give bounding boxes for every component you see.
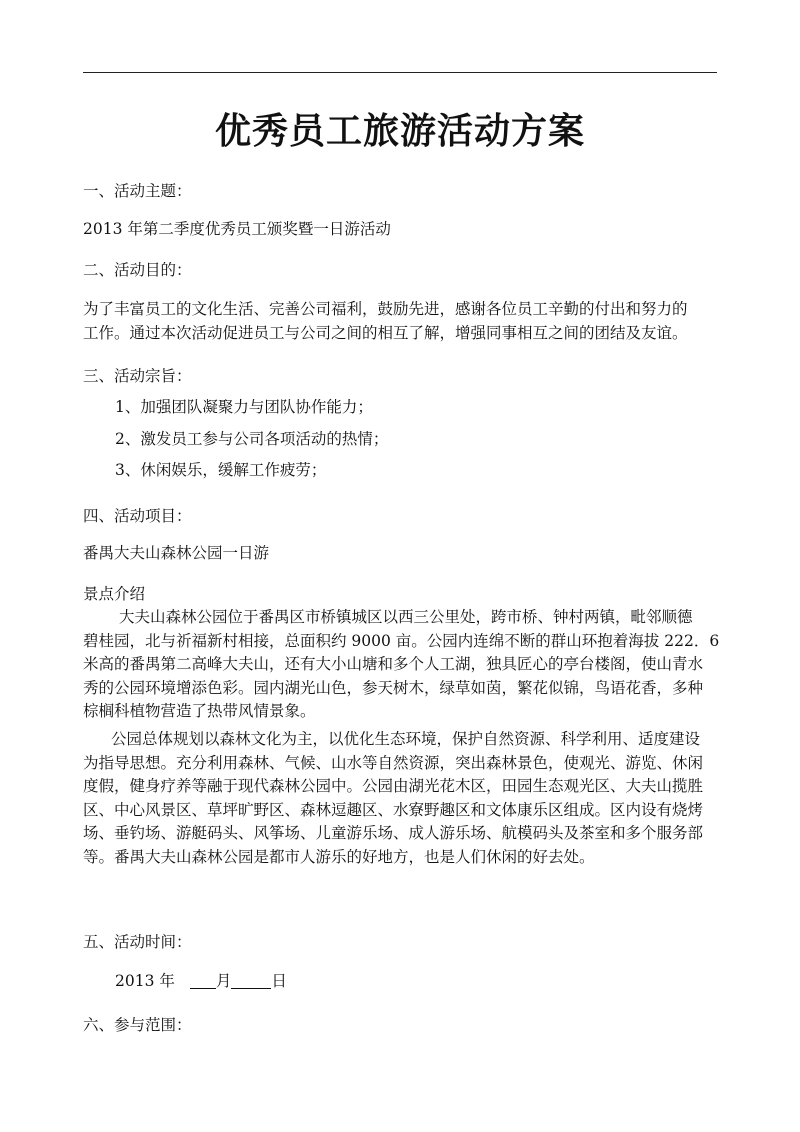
scenic-p2-line: 场、垂钓场、游艇码头、风筝场、儿童游乐场、成人游乐场、航模码头及茶室和多个服务部 xyxy=(83,824,704,843)
date-year: 2013 年 xyxy=(115,972,175,990)
section-4-body: 番禺大夫山森林公园一日游 xyxy=(83,544,270,562)
section-2-heading: 二、活动目的： xyxy=(83,261,192,279)
scenic-p1-line: 大夫山森林公园位于番禺区市桥镇城区以西三公里处，跨市桥、钟村两镇，毗邻顺德 xyxy=(119,608,693,626)
scenic-p2-line: 为指导思想。充分利用森林、气候、山水等自然资源，突出森林景色，使观光、游览、休闲 xyxy=(83,753,704,772)
header-rule xyxy=(83,72,717,73)
scenic-p2-line: 公园总体规划以森林文化为主，以优化生态环境，保护自然资源、科学利用、适度建设 xyxy=(111,730,701,748)
scenic-p1-line: 秀的公园环境增添色彩。园内湖光山色，参天树木，绿草如茵，繁花似锦，鸟语花香，多种 xyxy=(83,678,704,697)
section-2-line: 为了丰富员工的文化生活、完善公司福利，鼓励先进，感谢各位员工辛勤的付出和努力的 xyxy=(83,300,688,318)
date-day-label: 日 xyxy=(271,972,287,990)
date-month-label: 月 xyxy=(215,972,232,990)
section-3-heading: 三、活动宗旨： xyxy=(83,367,192,385)
section-3-item: 2、激发员工参与公司各项活动的热情； xyxy=(115,430,389,448)
scenic-heading: 景点介绍 xyxy=(83,585,146,603)
scenic-p2-line: 区、中心风景区、草坪旷野区、森林逗趣区、水寮野趣区和文体康乐区组成。区内设有烧烤 xyxy=(83,800,704,819)
scenic-p1-line: 米高的番禺第二高峰大夫山，还有大小山塘和多个人工湖，独具匠心的亭台楼阁，使山青水 xyxy=(83,655,704,674)
section-5-date xyxy=(115,970,287,992)
section-4-heading: 四、活动项目： xyxy=(83,507,192,525)
scenic-p2-line: 等。番禺大夫山森林公园是都市人游乐的好地方，也是人们休闲的好去处。 xyxy=(83,847,595,866)
section-5-heading: 五、活动时间： xyxy=(83,933,192,951)
section-1-heading: 一、活动主题： xyxy=(83,182,192,200)
scenic-p1-line: 碧桂园，北与祈福新村相接，总面积约 9000 亩。公园内连绵不断的群山环抱着海拔 222．6 xyxy=(83,631,720,650)
section-2-line: 工作。通过本次活动促进员工与公司之间的相互了解，增强同事相互之间的团结及友谊。 xyxy=(83,324,688,342)
section-2-paragraph xyxy=(83,297,723,345)
scenic-paragraph-1 xyxy=(83,606,723,724)
section-1-body: 2013 年第二季度优秀员工颁奖暨一日游活动 xyxy=(83,220,391,238)
scenic-p1-line: 棕榈科植物营造了热带风情景象。 xyxy=(83,702,316,721)
scenic-paragraph-2 xyxy=(83,728,723,870)
section-6-heading: 六、参与范围： xyxy=(83,1016,192,1034)
section-3-item: 1、加强团队凝聚力与团队协作能力； xyxy=(115,398,373,416)
section-3-item: 3、休闲娱乐，缓解工作疲劳； xyxy=(115,461,327,479)
document-title: 优秀员工旅游活动方案 xyxy=(214,110,585,152)
day-blank xyxy=(231,972,271,989)
month-blank xyxy=(190,972,216,989)
scenic-p2-line: 度假，健身疗养等融于现代森林公园中。公园由湖光花木区，田园生态观光区、大夫山揽胜 xyxy=(83,777,704,796)
